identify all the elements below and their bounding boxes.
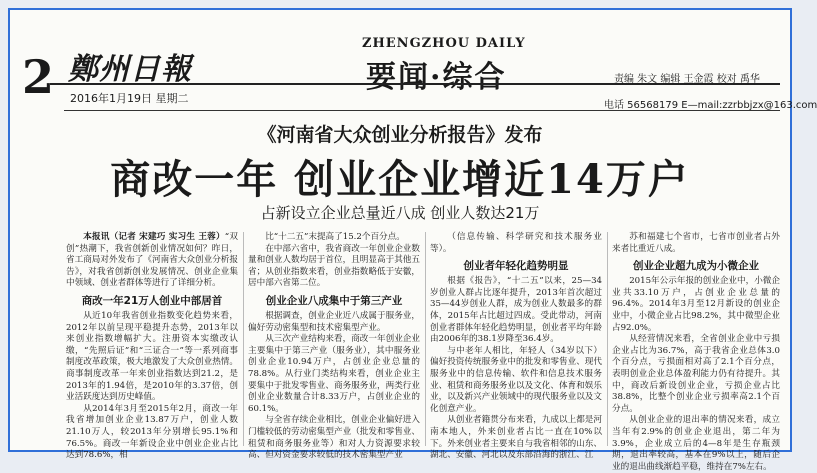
article-kicker: 《河南省大众创业分析报告》发布 (257, 124, 543, 146)
article-paragraph (430, 276, 602, 346)
article-paragraph (612, 334, 780, 415)
article-paragraph (612, 232, 780, 255)
paragraph-text: 与全省存续企业相比，创业企业偏好进入门槛较低的劳动密集型产业（批发和零售业、租赁和商务服务业等）和对人力资源要求较高、但对资金要求较低的技术密集型产业 (248, 415, 420, 461)
subsection-heading: 创业企业超九成为小微企业 (633, 260, 759, 273)
masthead-bottom-rule (64, 110, 780, 111)
article-paragraph (612, 276, 780, 334)
column-divider (425, 232, 426, 446)
page-number: 2 (22, 50, 55, 104)
paragraph-text: 从创业企业的退出率的情况来看，成立当年有2.9%的创业企业退出，第二年为3.9%，企业成立后的4—8年是生存瓶颈期，退出率较高，基本在9%以上，随后企业的退出曲线渐趋平稳，维持在7%左右。 (612, 415, 780, 472)
paragraph-text: 根据《报告》，“十二五”以来，25—34岁创业人群占比逐年提升，2013年首次超过35—44岁创业人群，成为创业人数最多的群体，2015年占比超过四成。受此带动，河南创业者群体年轻化趋势明显，创业者平均年龄由2006年的38.1岁降至36.4岁。 (430, 276, 602, 345)
paragraph-text: 从创业者籍贯分布来看，九成以上都是河南本地人，外来创业者占比一直在10%以下。外来创业者主要来自与我省相邻的山东、湖北、安徽、河北以及东部沿海的浙江、江 (430, 415, 602, 461)
newspaper-page (8, 8, 817, 472)
paragraph-text: 从近10年我省创业指数变化趋势来看，2012年以前呈现平稳提升态势，2013年以来创业指数增幅扩大。注册资本实缴改认缴，“先照后证”和“三证合一”等一系列商事制度改革政策，极大地激发了大众创业热情。商事制度改革一年来创业指数达到21.2，是2013年的1.94倍，是2010年的3.37倍，创业活跃度达到历史峰值。 (66, 310, 238, 403)
article-paragraph (430, 346, 602, 416)
editor-credits: 责编 朱文 编辑 王金霞 校对 禹华 (614, 74, 760, 85)
contact-info: 电话 56568179 E—mail:zzrbbjzx@163.com (604, 100, 817, 111)
article-paragraph (430, 232, 602, 255)
article-paragraph (612, 415, 780, 473)
article-paragraph (66, 232, 238, 290)
paragraph-text: 在中部六省中，我省商改一年创业企业数量和创业人数均居于首位，且明显高于其他五省；从创业指数来看，创业指数略低于安徽，居中部六省第二位。 (248, 243, 420, 289)
section-title: 要闻·综合 (366, 60, 507, 95)
article-headline: 商改一年 创业企业增近14万户 (110, 156, 690, 203)
paragraph-text: 从经营情况来看，全省创业企业中亏损企业占比为36.7%，高于我省企业总体3.0个百分点，亏损面相对高了2.1个百分点，表明创业企业总体盈利能力仍有待提升。其中，商改后新设创业企业，亏损企业占比38.8%，比整个创业企业亏损率高2.1个百分点。 (612, 334, 780, 414)
paper-name-logo: 鄭州日報 (68, 52, 192, 87)
article-column-3 (430, 232, 602, 461)
article-column-1 (66, 232, 238, 461)
subsection-heading: 创业者年轻化趋势明显 (463, 260, 569, 273)
article-paragraph (430, 415, 602, 461)
article-paragraph (248, 334, 420, 415)
paragraph-text: 根据调查，创业企业近八成属于服务业，偏好劳动密集型和技术密集型产业。 (248, 310, 420, 333)
column-divider (607, 232, 608, 446)
article-paragraph (248, 415, 420, 461)
subsection-heading: 创业企业八成集中于第三产业 (265, 294, 403, 307)
paragraph-text: （信息传输、科学研究和技术服务业等）。 (430, 232, 602, 254)
english-paper-name: ZHENGZHOU DAILY (362, 36, 526, 51)
article-paragraph (66, 311, 238, 404)
issue-date: 2016年1月19日 星期二 (70, 92, 189, 105)
article-column-4 (612, 232, 780, 472)
paragraph-text: 比“十二五”末提高了15.2个百分点。 (265, 232, 405, 242)
masthead-rule (50, 83, 780, 85)
column-divider (243, 232, 244, 446)
subsection-heading: 商改一年21万人创业中部居首 (81, 294, 223, 307)
article-paragraph (248, 244, 420, 290)
article-column-2 (248, 232, 420, 461)
article-paragraph (248, 232, 420, 244)
paragraph-text: 苏和福建七个省市，七省市创业者占外来者比重近八成。 (612, 232, 780, 254)
paragraph-text: 从三次产业结构来看，商改一年创业企业主要集中于第三产业（服务业），其中服务业创业企业10.94万户，占创业企业总量的78.8%。从行业门类结构来看，创业企业主要集中于批发零售业、商务服务业，两类行业创业企业数量合计8.33万户，占创业企业的60.1%。 (248, 334, 420, 414)
article-paragraph (248, 311, 420, 334)
masthead (10, 10, 817, 112)
paragraph-text: 从2014年3月至2015年2月，商改一年我省增加创业企业13.87万户，创业人数21.10万人，较2013年分别增长95.1%和76.5%。商改一年新设企业中创业企业占比达到78.6%，相 (66, 403, 238, 461)
byline: 本报讯（记者 宋建巧 实习生 王蓉） (83, 232, 225, 242)
paragraph-text: 与中老年人相比，年轻人（34岁以下）偏好投资传统服务业中的批发和零售业、现代服务业中的信息传输、软件和信息技术服务业、租赁和商务服务业以及文化、体育和娱乐业，以及新兴产业领域中的现代服务业以及文化创意产业。 (430, 345, 602, 414)
article-paragraph (66, 404, 238, 462)
paragraph-text: 2015年公示年报的创业企业中，小微企业共33.10万户，占创业企业总量的96.4%。2014年3月至12月新设的创业企业中，小微企业占比98.2%，其中微型企业占92.0%。 (612, 276, 780, 333)
paragraph-text: “双创”热潮下，我省创新创业情况如何？昨日，省工商局对外发布了《河南省大众创业分析报告》，对我省创新创业发展情况、创业企业集中领域、创业者群体等进行了详细分析。 (66, 232, 238, 289)
article-subheadline: 占新设立企业总量近八成 创业人数达21万 (260, 204, 540, 222)
